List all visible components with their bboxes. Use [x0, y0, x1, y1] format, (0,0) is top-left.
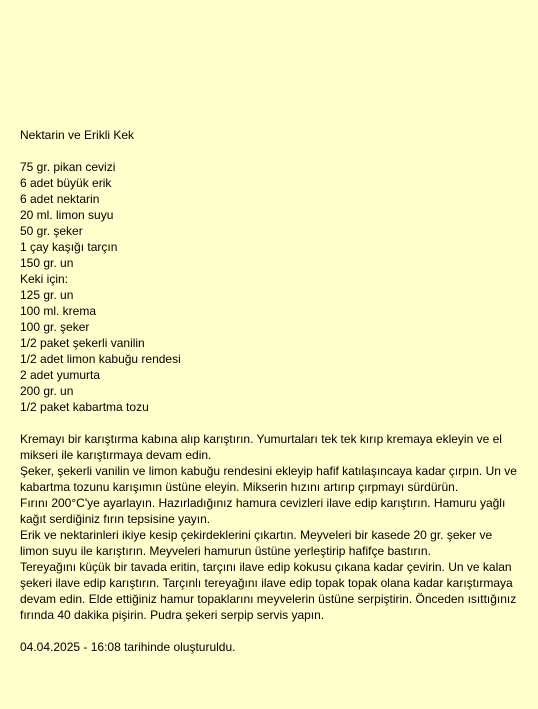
- ingredient-section-heading: Keki için:: [20, 272, 69, 286]
- spacer: [20, 143, 520, 159]
- ingredient-item: 2 adet yumurta: [20, 368, 101, 382]
- ingredient-item: 50 gr. şeker: [20, 224, 83, 238]
- ingredient-item: 150 gr. un: [20, 256, 74, 270]
- instruction-step: Şeker, şekerli vanilin ve limon kabuğu rendesini ekleyip hafif katılaşıncaya kadar çırpın. Un ve kabartma tozunu karışımın üstüne eleyin. Mikserin hızını artırıp çırpmayı sürdürün.: [20, 464, 517, 494]
- spacer: [20, 623, 520, 639]
- instruction-step: Kremayı bir karıştırma kabına alıp karıştırın. Yumurtaları tek tek kırıp kremaya ekleyin ve el mikseri ile karıştırmaya devam edin.: [20, 432, 502, 462]
- instruction-step: Fırını 200°C'ye ayarlayın. Hazırladığınız hamura cevizleri ilave edip karıştırın. Hamuru yağlı kağıt serdiğiniz fırın tepsisine yayın.: [20, 496, 506, 526]
- ingredient-item: 6 adet nektarin: [20, 192, 100, 206]
- instruction-step: Erik ve nektarinleri ikiye kesip çekirdeklerini çıkartın. Meyveleri bir kasede 20 gr. şeker ve limon suyu ile karıştırın. Meyveleri hamurun üstüne yerleştirip hafifçe bastırın.: [20, 528, 493, 558]
- ingredient-list: [20, 159, 520, 415]
- ingredient-item: 6 adet büyük erik: [20, 176, 112, 190]
- ingredient-item: 1/2 paket şekerli vanilin: [20, 336, 145, 350]
- created-timestamp: 04.04.2025 - 16:08 tarihinde oluşturuldu.: [20, 640, 236, 654]
- recipe-title: Nektarin ve Erikli Kek: [20, 128, 135, 142]
- ingredient-item: 200 gr. un: [20, 384, 74, 398]
- spacer: [20, 415, 520, 431]
- instruction-list: [20, 431, 520, 623]
- ingredient-item: 125 gr. un: [20, 288, 74, 302]
- ingredient-item: 100 ml. krema: [20, 304, 97, 318]
- ingredient-item: 20 ml. limon suyu: [20, 208, 114, 222]
- ingredient-item: 100 gr. şeker: [20, 320, 90, 334]
- ingredient-item: 75 gr. pikan cevizi: [20, 160, 116, 174]
- ingredient-item: 1/2 paket kabartma tozu: [20, 400, 149, 414]
- ingredient-item: 1/2 adet limon kabuğu rendesi: [20, 352, 181, 366]
- recipe-document: [20, 127, 520, 655]
- ingredient-item: 1 çay kaşığı tarçın: [20, 240, 118, 254]
- instruction-step: Tereyağını küçük bir tavada eritin, tarçını ilave edip kokusu çıkana kadar çevirin. Un ve kalan şekeri ilave edip karıştırın. Tarçınlı tereyağını ilave edip topak topak olana kadar karıştırmaya devam edin. Elde ettiğiniz hamur topaklarını meyvelerin üstüne serpiştirin. Önceden ısıttığınız fırında 40 dakika pişirin. Pudra şekeri serpip servis yapın.: [20, 560, 517, 622]
